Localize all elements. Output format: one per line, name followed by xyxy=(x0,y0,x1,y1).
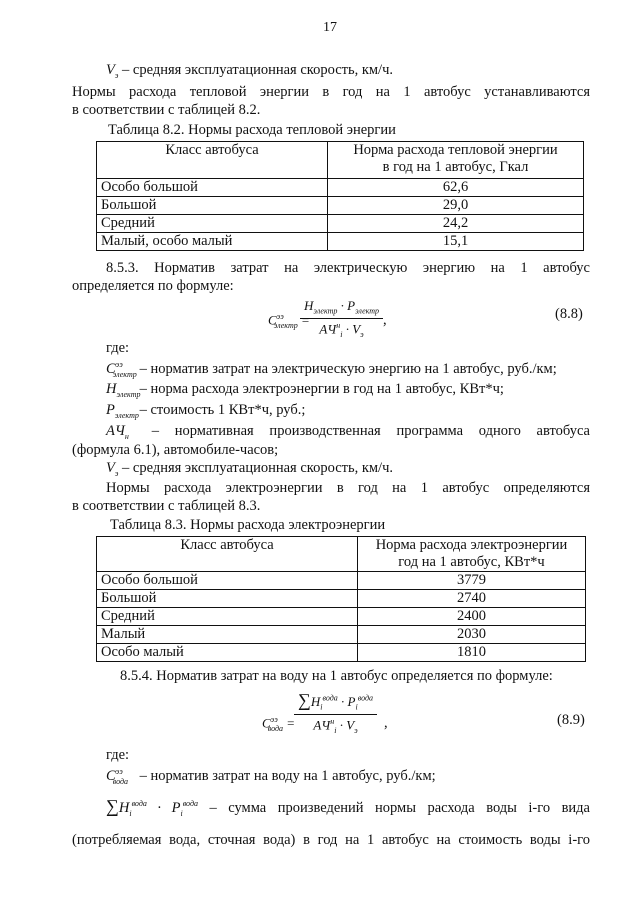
table-row: Большой 2740 xyxy=(97,590,586,608)
elec-col-norm: Норма расхода электроэнергии год на 1 автобус, КВт*ч xyxy=(358,537,586,572)
def-h-electr: $H_{электр}$ – норма расхода электроэнергии в год на 1 автобус, КВт*ч; xyxy=(106,381,504,399)
formula-8-8-fraction: $H_{электр} \cdot P_{электр}$ $AЧ^н_i \cdot V_э$ xyxy=(300,298,383,339)
heat-table-caption: Таблица 8.2. Нормы расхода тепловой энергии xyxy=(108,122,396,138)
where-label-water: где: xyxy=(106,747,130,763)
elec-paragraph-line2: определяется по формуле: xyxy=(72,278,234,294)
elec-table-caption: Таблица 8.3. Нормы расхода электроэнергии xyxy=(110,517,386,533)
def-c-water: $C^{ээ}_{вода}$ – норматив затрат на воду на 1 автобус, руб./км; xyxy=(106,767,436,786)
where-label: где: xyxy=(106,340,130,356)
def-p-electr: $P_{электр}$ – стоимость 1 КВт*ч, руб.; xyxy=(106,402,306,420)
table-row: Малый 2030 xyxy=(97,626,586,644)
heat-paragraph-line1: Нормы расхода тепловой энергии в год на 1 автобус устанавливаются xyxy=(72,84,590,100)
vs-definition: $V_э$ – средняя эксплуатационная скорость, км/ч. xyxy=(106,62,394,80)
equation-number-8-9: (8.9) xyxy=(557,712,585,728)
table-row: Средний 24,2 xyxy=(97,215,584,233)
table-row: Большой 29,0 xyxy=(97,197,584,215)
def-vs: $V_э$ – средняя эксплуатационная скорость, км/ч. xyxy=(106,460,394,478)
elec-norm-paragraph-line2: в соответствии с таблицей 8.3. xyxy=(72,498,261,514)
page-number: 17 xyxy=(323,20,337,35)
elec-col-class: Класс автобуса xyxy=(97,537,358,572)
table-row: Средний 2400 xyxy=(97,608,586,626)
water-paragraph: 8.5.4. Норматив затрат на воду на 1 автобус определяется по формуле: xyxy=(120,668,553,684)
table-row: Малый, особо малый 15,1 xyxy=(97,233,584,251)
heat-norm-table xyxy=(96,141,584,251)
formula-8-9-fraction: $\sum H_i^{вода} \cdot P_i^{вода}$ $AЧ^н_i \cdot V_э$ xyxy=(294,690,377,735)
table-row: Особо большой 62,6 xyxy=(97,179,584,197)
def-c-electr: $C^{ээ}_{электр}$ – норматив затрат на электрическую энергию на 1 автобус, руб./км; xyxy=(106,360,557,379)
heat-col-class: Класс автобуса xyxy=(97,142,328,179)
equation-number-8-8: (8.8) xyxy=(555,306,583,322)
table-row: Особо малый 1810 xyxy=(97,644,586,662)
formula-8-8-lhs: $C^{ээ}_{электр}$ = xyxy=(268,312,310,330)
def-ach-line1: $AЧ_н$ – нормативная производственная программа одного автобуса xyxy=(106,423,590,441)
table-row: Особо большой 3779 xyxy=(97,572,586,590)
def-sum-water-line2: (потребляемая вода, сточная вода) в год на 1 автобус на стоимость воды i-го xyxy=(72,832,590,848)
heat-paragraph-line2: в соответствии с таблицей 8.2. xyxy=(72,102,261,118)
elec-norm-table xyxy=(96,536,586,662)
elec-paragraph-line1: 8.5.3. Норматив затрат на электрическую энергию на 1 автобус xyxy=(106,260,590,276)
formula-8-9-lhs: $C^{ээ}_{вода}$ = xyxy=(262,715,296,733)
def-sum-water: $\sum H_i^{вода} \cdot P_i^{вода}$ – сумма произведений нормы расхода воды i-го вида xyxy=(106,796,590,818)
heat-col-norm: Норма расхода тепловой энергии в год на 1 автобус, Гкал xyxy=(328,142,584,179)
elec-norm-paragraph-line1: Нормы расхода электроэнергии в год на 1 автобус определяются xyxy=(106,480,590,496)
def-ach-line2: (формула 6.1), автомобиле-часов; xyxy=(72,442,279,458)
